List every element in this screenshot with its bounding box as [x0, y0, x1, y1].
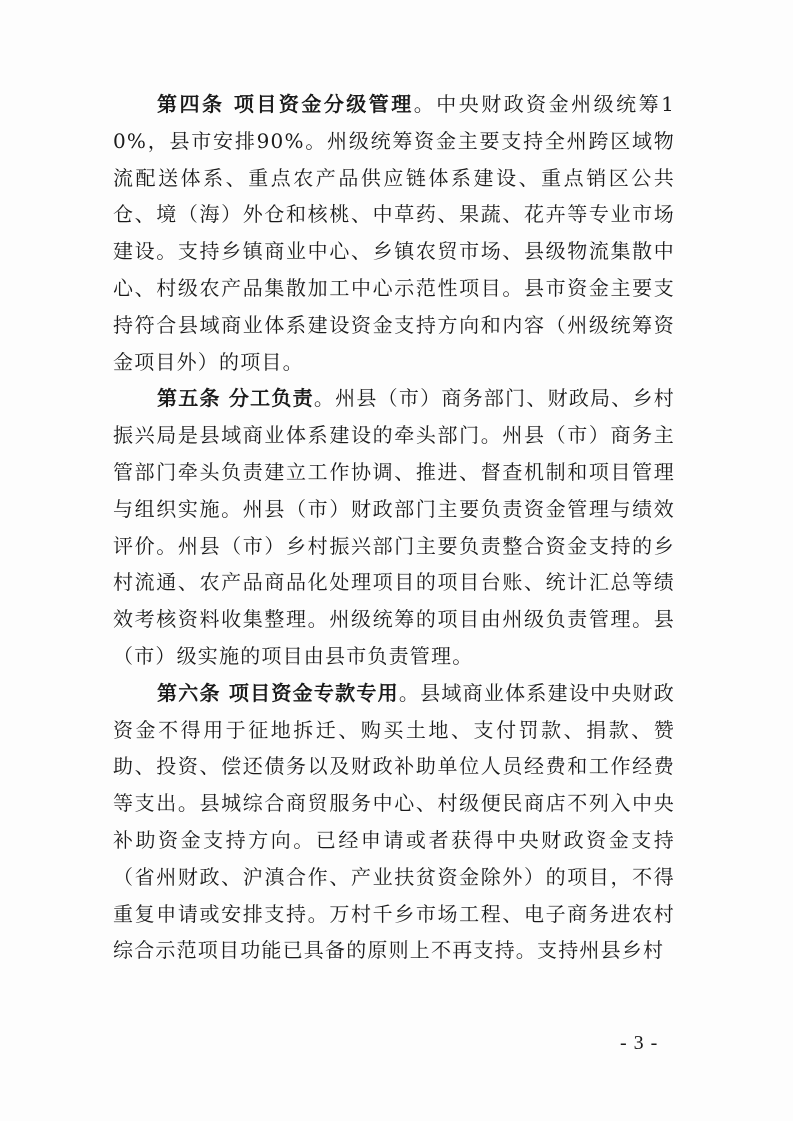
article-4: [113, 86, 675, 380]
article-5-heading: 第五条 分工负责: [157, 386, 314, 411]
article-6: [113, 675, 675, 969]
document-body: [113, 86, 675, 969]
page-number: - 3 -: [620, 1032, 659, 1054]
article-5: [113, 380, 675, 674]
article-4-body: 。中央财政资金州级统筹10%，县市安排90%。州级统筹资金主要支持全州跨区域物流配送体系、重点农产品供应链体系建设、重点销区公共仓、境（海）外仓和核桃、中草药、果蔬、花卉等专业市场建设。支持乡镇商业中心、乡镇农贸市场、县级物流集散中心、村级农产品集散加工中心示范性项目。县市资金主要支持符合县域商业体系建设资金支持方向和内容（州级统筹资金项目外）的项目。: [113, 92, 675, 374]
article-4-heading: 第四条 项目资金分级管理: [157, 92, 414, 116]
article-5-body: 。州县（市）商务部门、财政局、乡村振兴局是县域商业体系建设的牵头部门。州县（市）商务主管部门牵头负责建立工作协调、推进、督查机制和项目管理与组织实施。州县（市）财政部门主要负责资金管理与绩效评价。州县（市）乡村振兴部门主要负责整合资金支持的乡村流通、农产品商品化处理项目的项目台账、统计汇总等绩效考核资料收集整理。州级统筹的项目由州级负责管理。县（市）级实施的项目由县市负责管理。: [113, 386, 675, 668]
article-6-heading: 第六条 项目资金专款专用: [157, 680, 399, 705]
article-6-body: 。县域商业体系建设中央财政资金不得用于征地拆迁、购买土地、支付罚款、捐款、赞助、投资、偿还债务以及财政补助单位人员经费和工作经费等支出。县城综合商贸服务中心、村级便民商店不列入中央补助资金支持方向。已经申请或者获得中央财政资金支持（省州财政、沪滇合作、产业扶贫资金除外）的项目，不得重复申请或安排支持。万村千乡市场工程、电子商务进农村综合示范项目功能已具备的原则上不再支持。支持州县乡村: [113, 680, 675, 963]
